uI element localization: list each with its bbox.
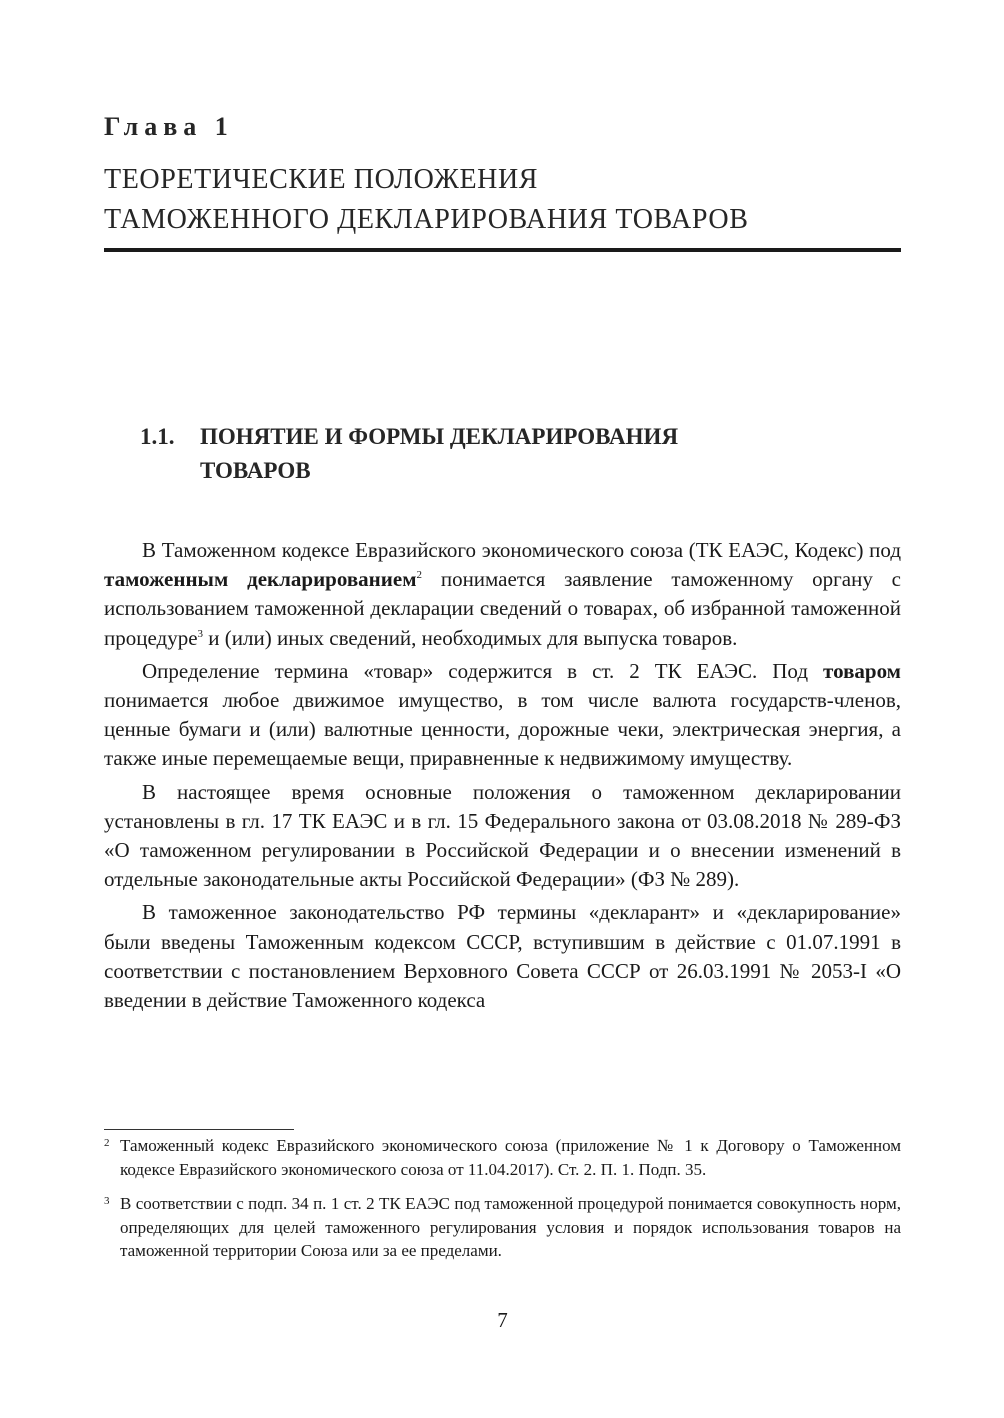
page-number: 7	[497, 1308, 508, 1332]
footnotes	[104, 1134, 901, 1274]
footnote-2-mark: 2	[104, 1137, 110, 1149]
paragraph-2	[104, 657, 901, 774]
footnote-2-text: Таможенный кодекс Евразийского экономического союза (приложение № 1 к Договору о Таможенном кодексе Евразийского экономического союза от 11.04.2017). Ст. 2. П. 1. Подп. 35.	[120, 1136, 901, 1179]
section-title-text	[200, 420, 678, 488]
paragraph-1-text-c: и (или) иных сведений, необходимых для выпуска товаров.	[203, 625, 738, 650]
footnote-divider	[104, 1129, 294, 1130]
footnote-2	[104, 1134, 901, 1181]
footnote-3-text: В соответствии с подп. 34 п. 1 ст. 2 ТК ЕАЭС под таможенной процедурой понимается совокупность норм, определяющих для целей таможенного регулирования условия и порядок использования товаров на таможенной территории Союза или за ее пределами.	[120, 1194, 901, 1260]
section-title	[140, 420, 860, 488]
chapter-title-line2: ТАМОЖЕННОГО ДЕКЛАРИРОВАНИЯ ТОВАРОВ	[104, 204, 749, 235]
paragraph-4: В таможенное законодательство РФ термины «декларант» и «декларирование» были введены Таможенным кодексом СССР, вступившим в действие с 01.07.1991 в соответствии с постановлением Верховного Совета СССР от 26.03.1991 № 2053-I «О введении в действие Таможенного кодекса	[104, 900, 901, 1013]
paragraph-2-text-b: понимается любое движимое имущество, в том числе валюта государств-членов, ценные бумаги и (или) валютные ценности, дорожные чеки, электрическая энергия, а также иные перемещаемые вещи, приравненные к недвижимому имуществу.	[104, 688, 901, 771]
paragraph-1-text-a: В Таможенном кодексе Евразийского экономического союза (ТК ЕАЭС, Кодекс) под	[142, 538, 901, 562]
section-number: 1.1.	[140, 424, 175, 449]
section-title-line1: ПОНЯТИЕ И ФОРМЫ ДЕКЛАРИРОВАНИЯ	[200, 424, 679, 449]
footnote-ref-3: 3	[197, 627, 204, 640]
paragraph-2-text-a: Определение термина «товар» содержится в ст. 2 ТК ЕАЭС. Под	[142, 658, 824, 683]
book-page	[104, 0, 901, 1418]
term-customs-declaration: таможенным декларированием	[104, 567, 417, 592]
term-goods: товаром	[823, 658, 901, 683]
section-title-line2: ТОВАРОВ	[200, 458, 311, 483]
paragraph-1	[104, 536, 901, 653]
footnote-3	[104, 1192, 901, 1263]
footnote-ref-2: 2	[416, 569, 422, 582]
chapter-label: Глава 1	[104, 112, 234, 141]
paragraph-3: В настоящее время основные положения о таможенном декларировании установлены в гл. 17 ТК ЕАЭС и в гл. 15 Федерального закона от 03.08.2018 № 289-ФЗ «О таможенном регулировании в Российской Федерации и о внесении изменений в отдельные законодательные акты Российской Федерации» (ФЗ № 289).	[104, 779, 901, 892]
footnote-3-mark: 3	[104, 1195, 110, 1207]
paragraph-1-text-b: понимается заявление таможенному органу с использованием таможенной декларации сведений о товарах, об избранной таможенной процедуре	[104, 567, 901, 650]
chapter-title-line1: ТЕОРЕТИЧЕСКИЕ ПОЛОЖЕНИЯ	[104, 164, 539, 195]
chapter-title	[104, 160, 901, 252]
body-text	[104, 536, 901, 1019]
